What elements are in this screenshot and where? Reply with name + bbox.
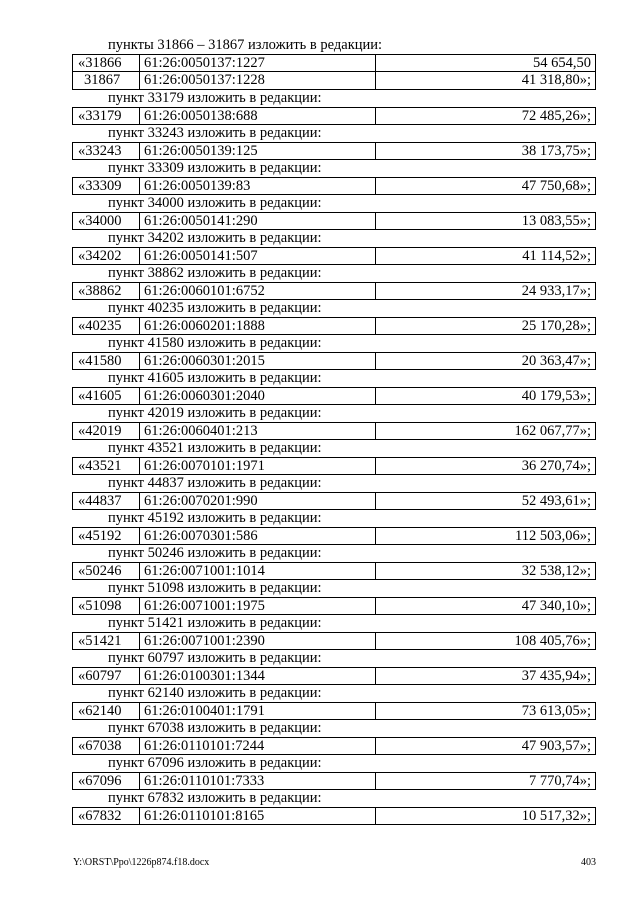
item-number-cell: «67038 <box>73 738 140 754</box>
item-number-cell: «34000 <box>73 213 140 229</box>
cadastral-number-cell: 61:26:0050141:290 <box>140 213 376 229</box>
amendment-intro: пункт 60797 изложить в редакции: <box>108 650 322 666</box>
cadastral-value-cell: 73 613,05»; <box>521 703 591 719</box>
table-row <box>72 457 596 475</box>
amendment-intro: пункт 51421 изложить в редакции: <box>108 615 322 631</box>
page-footer <box>73 857 596 868</box>
amendment-intro: пункт 33243 изложить в редакции: <box>108 125 322 141</box>
table-row <box>72 352 596 370</box>
table-row <box>72 282 596 300</box>
amendment-intro: пункты 31866 – 31867 изложить в редакции: <box>108 37 383 53</box>
amendment-intro: пункт 33179 изложить в редакции: <box>108 90 322 106</box>
item-number-cell: «50246 <box>73 563 140 579</box>
amendment-intro: пункт 67096 изложить в редакции: <box>108 755 322 771</box>
amendment-intro: пункт 44837 изложить в редакции: <box>108 475 322 491</box>
amendment-intro: пункт 67038 изложить в редакции: <box>108 720 322 736</box>
amendment-intro: пункт 33309 изложить в редакции: <box>108 160 322 176</box>
item-number-cell: «45192 <box>73 528 140 544</box>
amendment-intro: пункт 41605 изложить в редакции: <box>108 370 322 386</box>
table-row <box>72 317 596 335</box>
cadastral-value-cell: 7 770,74»; <box>528 773 591 789</box>
cadastral-number-cell: 61:26:0071001:1975 <box>140 598 376 614</box>
cadastral-number-cell: 61:26:0050137:1227 <box>140 55 376 71</box>
table-row <box>72 702 596 720</box>
cadastral-value-cell: 112 503,06»; <box>515 528 591 544</box>
item-number-cell: «41580 <box>73 353 140 369</box>
cadastral-value-cell: 10 517,32»; <box>521 808 591 824</box>
cadastral-value-cell: 25 170,28»; <box>521 318 591 334</box>
cadastral-value-cell: 36 270,74»; <box>521 458 591 474</box>
table-row <box>72 72 596 90</box>
cadastral-number-cell: 61:26:0110101:7244 <box>140 738 376 754</box>
cadastral-value-cell: 54 654,50 <box>533 55 591 71</box>
cadastral-number-cell: 61:26:0050137:1228 <box>140 72 376 89</box>
table-row <box>72 212 596 230</box>
item-number-cell: «67832 <box>73 808 140 824</box>
table-row <box>72 737 596 755</box>
cadastral-number-cell: 61:26:0110101:7333 <box>140 773 376 789</box>
cadastral-value-cell: 37 435,94»; <box>521 668 591 684</box>
cadastral-value-cell: 41 114,52»; <box>522 248 591 264</box>
amendment-intro: пункт 34000 изложить в редакции: <box>108 195 322 211</box>
amendment-intro: пункт 34202 изложить в редакции: <box>108 230 322 246</box>
cadastral-number-cell: 61:26:0050141:507 <box>140 248 376 264</box>
table-row <box>72 107 596 125</box>
amendment-intro: пункт 43521 изложить в редакции: <box>108 440 322 456</box>
cadastral-number-cell: 61:26:0110101:8165 <box>140 808 376 824</box>
cadastral-value-cell: 52 493,61»; <box>521 493 591 509</box>
cadastral-number-cell: 61:26:0050139:125 <box>140 143 376 159</box>
item-number-cell: «33309 <box>73 178 140 194</box>
table-row <box>72 54 596 72</box>
amendment-intro: пункт 40235 изложить в редакции: <box>108 300 322 316</box>
item-number-cell: «51098 <box>73 598 140 614</box>
file-path: Y:\ORST\Ppo\1226p874.f18.docx <box>73 857 210 868</box>
item-number-cell: «33243 <box>73 143 140 159</box>
cadastral-value-cell: 47 340,10»; <box>521 598 591 614</box>
amendment-intro: пункт 41580 изложить в редакции: <box>108 335 322 351</box>
page-number: 403 <box>581 857 596 868</box>
item-number-cell: «41605 <box>73 388 140 404</box>
item-number-cell: «38862 <box>73 283 140 299</box>
cadastral-number-cell: 61:26:0070201:990 <box>140 493 376 509</box>
item-number-cell: «44837 <box>73 493 140 509</box>
cadastral-number-cell: 61:26:0060301:2040 <box>140 388 376 404</box>
cadastral-value-cell: 47 750,68»; <box>521 178 591 194</box>
item-number-cell: «43521 <box>73 458 140 474</box>
cadastral-value-cell: 41 318,80»; <box>521 72 591 88</box>
cadastral-value-cell: 24 933,17»; <box>521 283 591 299</box>
item-number-cell: «40235 <box>73 318 140 334</box>
item-number-cell: «60797 <box>73 668 140 684</box>
cadastral-value-cell: 13 083,55»; <box>521 213 591 229</box>
cadastral-number-cell: 61:26:0071001:2390 <box>140 633 376 649</box>
cadastral-number-cell: 61:26:0071001:1014 <box>140 563 376 579</box>
item-number-cell: «62140 <box>73 703 140 719</box>
table-row <box>72 422 596 440</box>
cadastral-number-cell: 61:26:0060201:1888 <box>140 318 376 334</box>
cadastral-value-cell: 38 173,75»; <box>521 143 591 159</box>
cadastral-number-cell: 61:26:0070301:586 <box>140 528 376 544</box>
amendment-intro: пункт 67832 изложить в редакции: <box>108 790 322 806</box>
cadastral-value-cell: 32 538,12»; <box>521 563 591 579</box>
amendment-intro: пункт 38862 изложить в редакции: <box>108 265 322 281</box>
amendment-intro: пункт 51098 изложить в редакции: <box>108 580 322 596</box>
table-row <box>72 142 596 160</box>
amendment-intro: пункт 45192 изложить в редакции: <box>108 510 322 526</box>
document-body <box>72 37 596 825</box>
amendment-intro: пункт 42019 изложить в редакции: <box>108 405 322 421</box>
item-number-cell: «51421 <box>73 633 140 649</box>
item-number-cell: «42019 <box>73 423 140 439</box>
table-row <box>72 807 596 825</box>
cadastral-value-cell: 47 903,57»; <box>521 738 591 754</box>
item-number-cell: 31867 <box>73 72 140 89</box>
cadastral-number-cell: 61:26:0100401:1791 <box>140 703 376 719</box>
cadastral-number-cell: 61:26:0050138:688 <box>140 108 376 124</box>
cadastral-number-cell: 61:26:0050139:83 <box>140 178 376 194</box>
cadastral-value-cell: 72 485,26»; <box>521 108 591 124</box>
item-number-cell: «67096 <box>73 773 140 789</box>
item-number-cell: «34202 <box>73 248 140 264</box>
cadastral-number-cell: 61:26:0100301:1344 <box>140 668 376 684</box>
item-number-cell: «31866 <box>73 55 140 71</box>
table-row <box>72 527 596 545</box>
table-row <box>72 492 596 510</box>
item-number-cell: «33179 <box>73 108 140 124</box>
amendment-intro: пункт 50246 изложить в редакции: <box>108 545 322 561</box>
cadastral-value-cell: 20 363,47»; <box>521 353 591 369</box>
table-row <box>72 387 596 405</box>
table-row <box>72 667 596 685</box>
table-row <box>72 632 596 650</box>
table-row <box>72 597 596 615</box>
amendment-intro: пункт 62140 изложить в редакции: <box>108 685 322 701</box>
table-row <box>72 562 596 580</box>
cadastral-number-cell: 61:26:0060301:2015 <box>140 353 376 369</box>
table-row <box>72 177 596 195</box>
cadastral-value-cell: 108 405,76»; <box>514 633 591 649</box>
table-row <box>72 247 596 265</box>
cadastral-value-cell: 162 067,77»; <box>514 423 591 439</box>
cadastral-number-cell: 61:26:0070101:1971 <box>140 458 376 474</box>
table-row <box>72 772 596 790</box>
cadastral-number-cell: 61:26:0060101:6752 <box>140 283 376 299</box>
cadastral-number-cell: 61:26:0060401:213 <box>140 423 376 439</box>
cadastral-value-cell: 40 179,53»; <box>521 388 591 404</box>
